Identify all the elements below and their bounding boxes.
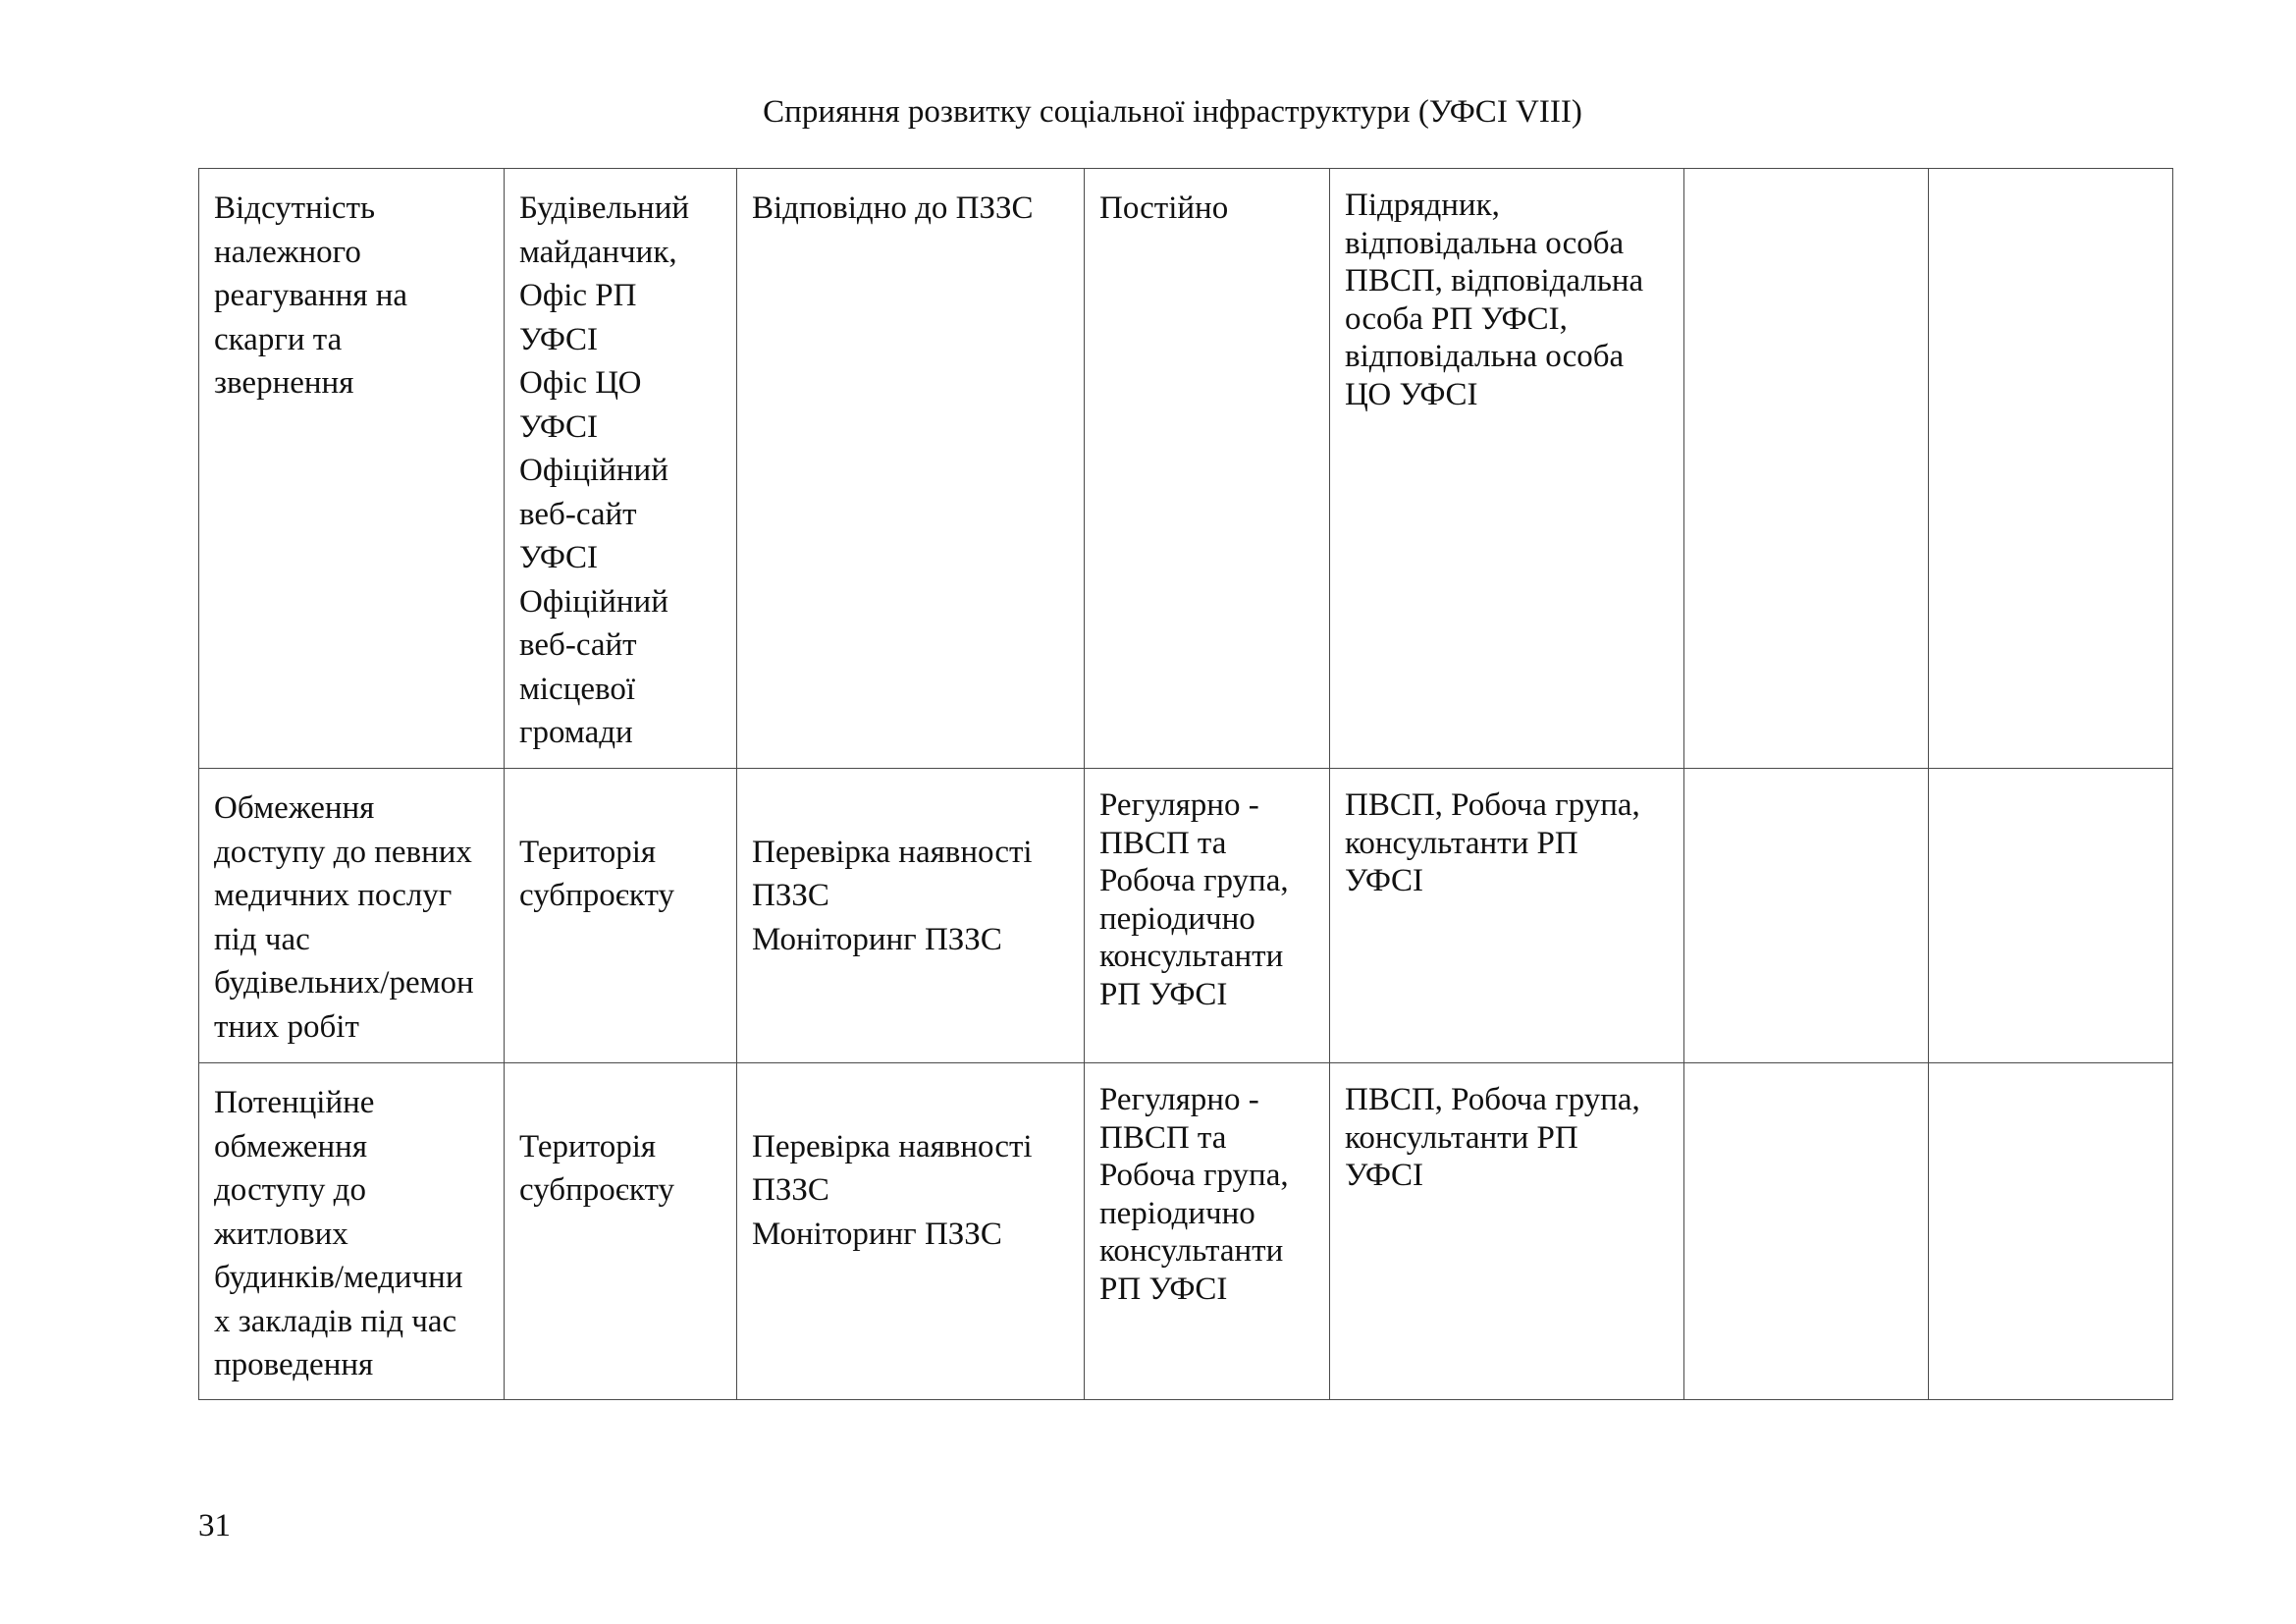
frequency-cell: Регулярно - ПВСП та Робоча група, періодично консультанти РП УФСІ	[1085, 769, 1330, 1063]
measures-table	[198, 168, 2173, 1400]
location-cell: Будівельний майданчик, Офіс РП УФСІ Офіс ЦО УФСІ Офіційний веб-сайт УФСІ Офіційний веб-сайт місцевої громади	[505, 169, 737, 769]
page-number: 31	[198, 1508, 231, 1543]
method-cell: Перевірка наявності ПЗЗС Моніторинг ПЗЗС	[737, 769, 1085, 1063]
empty-cell	[1929, 769, 2173, 1063]
frequency-cell: Регулярно - ПВСП та Робоча група, періодично консультанти РП УФСІ	[1085, 1063, 1330, 1400]
table-row	[199, 1063, 2173, 1400]
location-cell: Територія субпроєкту	[505, 769, 737, 1063]
empty-cell	[1684, 1063, 1929, 1400]
empty-cell	[1684, 769, 1929, 1063]
empty-cell	[1929, 169, 2173, 769]
page-title: Сприяння розвитку соціальної інфраструктури (УФСІ VIII)	[763, 94, 1582, 130]
impact-cell: Потенційне обмеження доступу до житлових будинків/медични х закладів під час проведення	[199, 1063, 505, 1400]
table-row	[199, 169, 2173, 769]
empty-cell	[1684, 169, 1929, 769]
table-row	[199, 769, 2173, 1063]
responsible-cell: ПВСП, Робоча група, консультанти РП УФСІ	[1330, 769, 1684, 1063]
responsible-cell: ПВСП, Робоча група, консультанти РП УФСІ	[1330, 1063, 1684, 1400]
empty-cell	[1929, 1063, 2173, 1400]
method-cell: Відповідно до ПЗЗС	[737, 169, 1085, 769]
method-cell: Перевірка наявності ПЗЗС Моніторинг ПЗЗС	[737, 1063, 1085, 1400]
impact-cell: Обмеження доступу до певних медичних послуг під час будівельних/ремон тних робіт	[199, 769, 505, 1063]
location-cell: Територія субпроєкту	[505, 1063, 737, 1400]
responsible-cell: Підрядник, відповідальна особа ПВСП, відповідальна особа РП УФСІ, відповідальна особа ЦО УФСІ	[1330, 169, 1684, 769]
frequency-cell: Постійно	[1085, 169, 1330, 769]
impact-cell: Відсутність належного реагування на скарги та звернення	[199, 169, 505, 769]
